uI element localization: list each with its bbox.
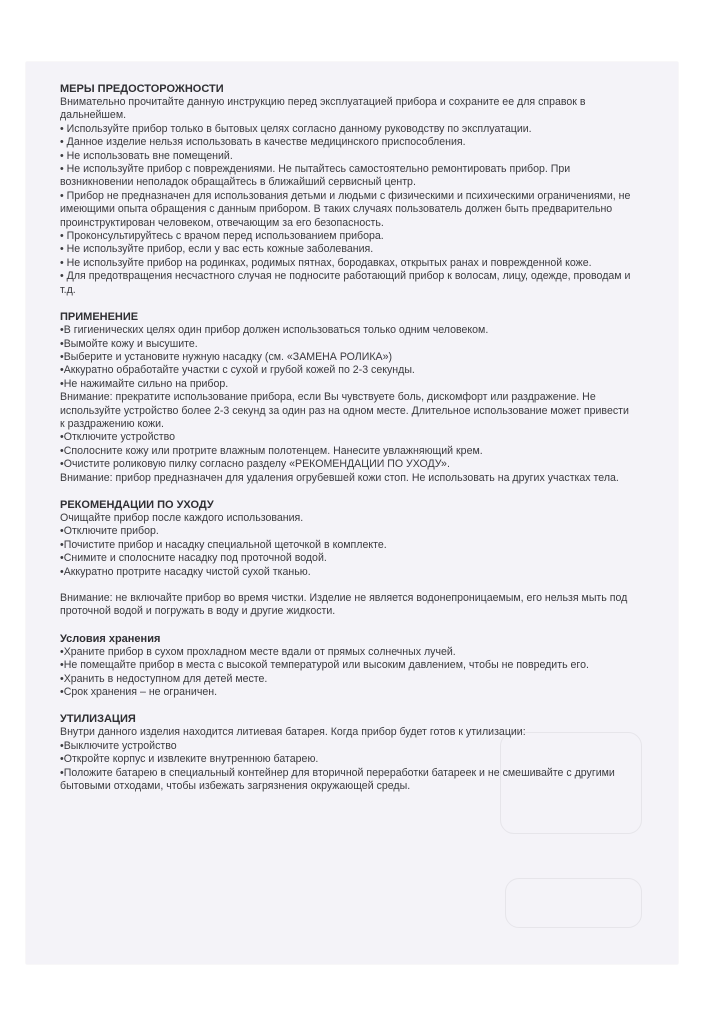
section-title: РЕКОМЕНДАЦИИ ПО УХОДУ xyxy=(60,498,214,511)
text-line: к раздражению кожи. xyxy=(60,417,164,430)
text-line: т.д. xyxy=(60,283,76,296)
text-line: •Отключите прибор. xyxy=(60,525,159,538)
text-line: • Не использовать вне помещений. xyxy=(60,149,233,162)
text-line: •Храните прибор в сухом прохладном месте вдали от прямых солнечных лучей. xyxy=(60,645,456,658)
text-line: Очищайте прибор после каждого использования. xyxy=(60,511,304,524)
section-title: УТИЛИЗАЦИЯ xyxy=(60,713,136,726)
text-line: Внимание: прекратите использование прибора, если Вы чувствуете боль, дискомфорт или раздражение. Не xyxy=(60,391,596,404)
text-line: используйте устройство более 2-3 секунд за один раз на одном месте. Длительное использование может привести xyxy=(60,404,629,417)
text-line: имеющими опыта обращения с данным прибором. В таких случаях пользователь должен быть предварительно xyxy=(60,203,613,216)
section-usage xyxy=(60,310,650,485)
text-line: •Аккуратно обработайте участки с сухой и грубой кожей по 2-3 секунды. xyxy=(60,364,415,377)
section-care xyxy=(60,498,650,619)
section-storage xyxy=(60,632,650,700)
text-line: • Используйте прибор только в бытовых целях согласно данному руководству по эксплуатации. xyxy=(60,122,532,135)
section-precautions xyxy=(60,82,650,297)
text-line: проточной водой и погружать в воду и другие жидкости. xyxy=(60,605,336,618)
text-line: Внимательно прочитайте данную инструкцию перед эксплуатацией прибора и сохраните ее для справок в xyxy=(60,96,586,108)
section-title: ПРИМЕНЕНИЕ xyxy=(60,311,139,324)
section-title: Условия хранения xyxy=(60,632,161,645)
text-line: дальнейшем. xyxy=(60,109,127,122)
text-line: •Сполосните кожу или протрите влажным полотенцем. Нанесите увлажняющий крем. xyxy=(60,444,483,457)
text-line: возникновении неполадок обращайтесь в ближайший сервисный центр. xyxy=(60,176,416,189)
text-line: •Срок хранения – не ограничен. xyxy=(60,686,218,699)
show-through-figure xyxy=(505,878,642,928)
text-line: •Снимите и сполосните насадку под проточной водой. xyxy=(60,552,327,565)
text-line: •Положите батарею в специальный контейнер для вторичной переработки батареек и не смешивайте с другими xyxy=(60,766,615,779)
text-line: проинструктирован человеком, отвечающим за его безопасность. xyxy=(60,216,384,229)
text-line: • Не используйте прибор с повреждениями. Не пытайтесь самостоятельно ремонтировать прибор. При xyxy=(60,163,571,176)
text-line: •Не помещайте прибор в места с высокой температурой или высоким давлением, чтобы не повредить его. xyxy=(60,659,589,672)
text-line: •Почистите прибор и насадку специальной щеточкой в комплекте. xyxy=(60,538,387,551)
text-line: бытовыми отходами, чтобы избежать загрязнения окружающей среды. xyxy=(60,780,411,793)
section-title: МЕРЫ ПРЕДОСТОРОЖНОСТИ xyxy=(60,83,224,95)
text-line: •Отключите устройство xyxy=(60,431,176,444)
text-line: •Очистите роликовую пилку согласно разделу «РЕКОМЕНДАЦИИ ПО УХОДУ». xyxy=(60,458,450,471)
section-disposal xyxy=(60,712,650,793)
text-line: •Хранить в недоступном для детей месте. xyxy=(60,672,268,685)
text-line: •Откройте корпус и извлеките внутреннюю батарею. xyxy=(60,753,319,766)
text-line: •Аккуратно протрите насадку чистой сухой тканью. xyxy=(60,565,311,578)
text-line: •Не нажимайте сильно на прибор. xyxy=(60,377,229,390)
text-line: • Данное изделие нельзя использовать в качестве медицинского приспособления. xyxy=(60,136,466,149)
text-line: Внутри данного изделия находится литиевая батарея. Когда прибор будет готов к утилизации: xyxy=(60,726,526,739)
text-line: •Вымойте кожу и высушите. xyxy=(60,337,198,350)
text-line: Внимание: не включайте прибор во время чистки. Изделие не является водонепроницаемым, его нельзя мыть под xyxy=(60,592,628,604)
text-line: •В гигиенических целях один прибор должен использоваться только одним человеком. xyxy=(60,324,489,337)
text-line: •Выключите устройство xyxy=(60,739,177,752)
text-line: Внимание: прибор предназначен для удаления огрубевшей кожи стоп. Не использовать на других участках тела. xyxy=(60,471,619,484)
text-line: • Не используйте прибор на родинках, родимых пятнах, бородавках, открытых ранах и поврежденной коже. xyxy=(60,256,592,269)
text-line: •Выберите и установите нужную насадку (см. «ЗАМЕНА РОЛИКА») xyxy=(60,350,392,363)
text-line: • Не используйте прибор, если у вас есть кожные заболевания. xyxy=(60,243,374,256)
text-line: • Проконсультируйтесь с врачом перед использованием прибора. xyxy=(60,230,384,243)
text-line: • Прибор не предназначен для использования детьми и людьми с физическими и психическими ограничениями, не xyxy=(60,189,631,202)
document-body xyxy=(60,82,650,793)
text-line: • Для предотвращения несчастного случая не подносите работающий прибор к волосам, лицу, одежде, проводам и xyxy=(60,270,631,283)
